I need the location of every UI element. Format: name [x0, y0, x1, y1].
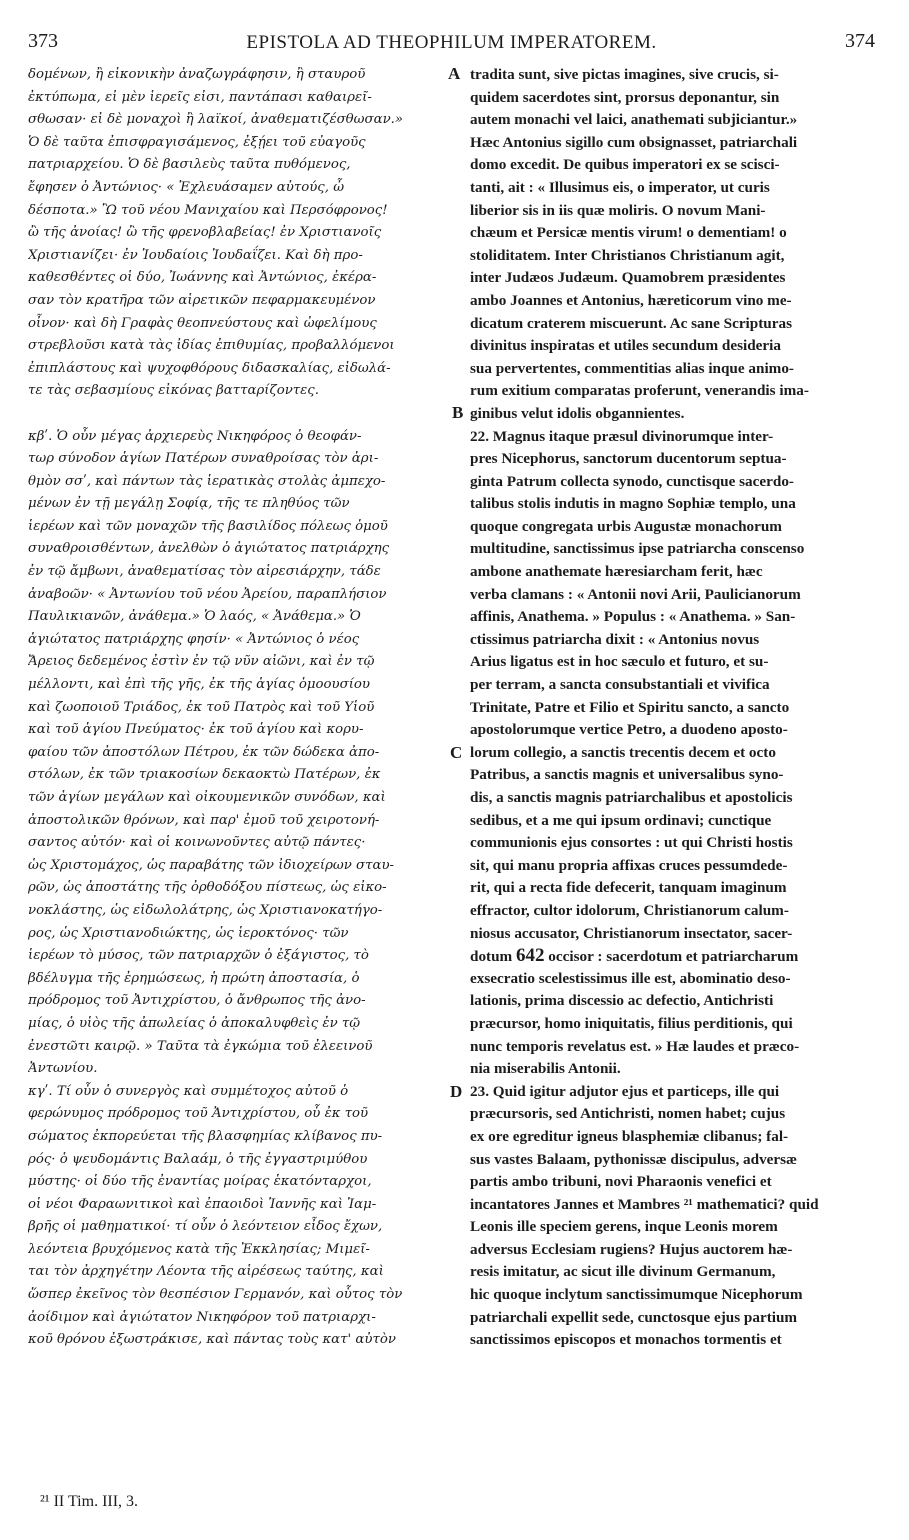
latin-text: chæum et Persicæ mentis virum! o dementiam! o — [470, 224, 787, 242]
latin-text-line — [470, 1036, 874, 1059]
greek-text-line: θμὸν σσʹ, καὶ πάντων τὰς ἱερατικὰς στολὰς ἀμπεχο- — [28, 473, 386, 489]
latin-text-line — [470, 832, 874, 855]
greek-text-line: Ἄρειος δεδεμένος ἐστὶν ἐν τῷ νῦν αἰῶνι, καὶ ἐν τῷ — [28, 654, 375, 670]
latin-text: stoliditatem. Inter Christianos Christianum agit, — [470, 246, 785, 264]
section-marker-c: C — [450, 743, 463, 762]
greek-text-line: κβʹ. Ὁ οὖν μέγας ἀρχιερεὺς Νικηφόρος ὁ θεοφάν- — [28, 428, 362, 444]
latin-text: incantatores Jannes et Mambres ²¹ mathematici? quid — [470, 1195, 819, 1213]
latin-text-line — [470, 742, 874, 765]
latin-text: adversus Ecclesiam rugiens? Hujus auctorem hæ- — [470, 1240, 793, 1258]
latin-text-line — [470, 1329, 874, 1352]
greek-text-line: ἱερέων τὸ μύσος, τῶν πατριαρχῶν ὁ ἐξάγιστος, τὸ — [28, 948, 369, 964]
greek-text-line: ἔφησεν ὁ Ἀντώνιος· « Ἐχλευάσαμεν αὐτούς, ὦ — [28, 179, 345, 195]
greek-text-line: λεόντεια βρυχόμενος κατὰ τῆς Ἐκκλησίας; Μιμεῖ- — [28, 1241, 370, 1257]
latin-text-line — [470, 606, 874, 629]
greek-text-line: κγʹ. Τί οὖν ὁ συνεργὸς καὶ συμμέτοχος αὐτοῦ ὁ — [28, 1083, 349, 1099]
latin-text-line — [470, 448, 874, 471]
latin-text: resis imitatur, ac sicut ille divinum Germanum, — [470, 1263, 776, 1281]
greek-text-line: ρός· ὁ ψευδομάντις Βαλαάμ, ὁ τῆς ἐγγαστριμύθου — [28, 1151, 368, 1167]
latin-text: ex ore egreditur igneus blasphemiæ clibanus; fal- — [470, 1127, 789, 1145]
greek-text-line: στρεβλοῦσι κατὰ τὰς ἰδίας ἐπιθυμίας, προβαλλόμενοι — [28, 338, 395, 354]
greek-text-line: σαν τὸν κρατῆρα τῶν αἱρετικῶν πεφαρμακευμένον — [28, 292, 376, 308]
greek-text-line: σθωσαν· εἰ δὲ μοναχοὶ ἢ λαϊκοί, ἀναθεματιζέσθωσαν.» — [28, 112, 404, 128]
greek-text-line — [28, 403, 448, 426]
footnote: ²¹ II Tim. III, 3. — [40, 1493, 139, 1510]
latin-text: ambo Joannes et Antonius, hæreticorum vino me- — [470, 291, 792, 309]
greek-text-line: ὢ τῆς ἀνοίας! ὢ τῆς φρενοβλαβείας! ἐν Χριστιανοῖς — [28, 225, 382, 241]
latin-text-line — [470, 245, 874, 268]
latin-text: Arius ligatus est in hoc sæculo et futuro, et su- — [470, 653, 769, 671]
latin-text: niosus accusator, Christianorum insectator, sacer- — [470, 924, 793, 942]
latin-text-line — [470, 403, 874, 426]
latin-column — [470, 64, 874, 1352]
latin-text: exsecratio scelestissimus ille est, abominatio deso- — [470, 969, 791, 987]
greek-text-line: ἀναβοῶν· « Ἀντωνίου τοῦ νέου Ἀρείου, παραπλήσιον — [28, 586, 387, 602]
latin-text: tanti, ait : « Illusimus eis, o imperator, ut curis — [470, 178, 770, 196]
latin-text-line — [470, 154, 874, 177]
latin-text-line — [470, 1013, 874, 1036]
page-title: EPISTOLA AD THEOPHILUM IMPERATOREM. — [246, 32, 657, 53]
latin-text-line — [470, 629, 874, 652]
latin-text-line — [470, 493, 874, 516]
latin-text: apostolorumque vertice Petro, a duodeno aposto- — [470, 721, 788, 739]
latin-text: hic quoque inclytum sanctissimumque Nicephorum — [470, 1286, 803, 1304]
greek-text-line: νοκλάστης, ὡς εἰδωλολάτρης, ὡς Χριστιανοκατήγο- — [28, 902, 383, 918]
latin-text: nia miserabilis Antonii. — [470, 1060, 621, 1078]
latin-text-line — [470, 109, 874, 132]
latin-text-line — [470, 132, 874, 155]
latin-text-line — [470, 222, 874, 245]
section-marker-d: D — [450, 1082, 463, 1101]
latin-text-line — [470, 64, 874, 87]
greek-text-line: τῶν ἁγίων μεγάλων καὶ οἰκουμενικῶν συνόδων, καὶ — [28, 790, 386, 805]
latin-text: per terram, a sancta consubstantiali et vivifica — [470, 676, 770, 694]
running-header — [28, 30, 875, 56]
greek-text-line: ρος, ὡς Χριστιανοδιώκτης, ὡς ἱεροκτόνος· τῶν — [28, 925, 349, 941]
latin-text: præcursoris, sed Antichristi, nomen habet; cujus — [470, 1105, 786, 1123]
latin-text: quidem sacerdotes sint, prorsus deponantur, sin — [470, 88, 780, 106]
latin-text: 22. Magnus itaque præsul divinorumque inter- — [470, 427, 774, 445]
greek-column — [28, 64, 448, 1352]
latin-text-line — [470, 1307, 874, 1330]
latin-text: communionis ejus consortes : ut qui Christi hostis — [470, 834, 793, 852]
latin-text-line — [470, 1239, 874, 1262]
latin-text-line — [470, 87, 874, 110]
latin-text: 23. Quid igitur adjutor ejus et particeps, ille qui — [470, 1082, 780, 1100]
latin-text-line — [470, 651, 874, 674]
latin-text: ginibus velut idolis obgannientes. — [470, 404, 685, 422]
latin-text-line — [470, 290, 874, 313]
greek-text-line: πρόδρομος τοῦ Ἀντιχρίστου, ὁ ἄνθρωπος τῆς ἀνο- — [28, 993, 366, 1009]
latin-text-line — [470, 1284, 874, 1307]
latin-text-line — [470, 1081, 874, 1104]
latin-text: tradita sunt, sive pictas imagines, sive crucis, si- — [470, 66, 779, 83]
greek-text-line: τωρ σύνοδον ἁγίων Πατέρων συναθροίσας τὸν ἀρι- — [28, 451, 379, 467]
latin-text-line — [470, 1171, 874, 1194]
latin-text: præcursor, homo iniquitatis, filius perditionis, qui — [470, 1014, 793, 1032]
section-marker-a: A — [448, 64, 461, 83]
greek-text-line: φαίου τῶν ἀποστόλων Πέτρου, ἐκ τῶν δώδεκα ἀπο- — [28, 744, 380, 760]
greek-text-line: σαντος αὐτόν· καὶ οἱ κοινωνοῦντες αὐτῷ πάντες· — [28, 835, 366, 851]
latin-text: sanctissimos episcopos et monachos tormentis et — [470, 1331, 782, 1349]
latin-text-line — [470, 1058, 874, 1081]
greek-text-line: συναθροισθέντων, ἀνελθὼν ὁ ἁγιώτατος πατριάρχης — [28, 541, 390, 557]
latin-text: nunc temporis revelatus est. » Hæ laudes et præco- — [470, 1037, 800, 1055]
latin-text-line — [470, 267, 874, 290]
latin-text: Patribus, a sanctis magnis et universalibus syno- — [470, 766, 784, 784]
latin-text-line — [470, 945, 874, 968]
latin-text-line — [470, 426, 874, 449]
latin-text: verba clamans : « Antonii novi Arii, Paulicianorum — [470, 585, 801, 603]
latin-text-line — [470, 1194, 874, 1217]
latin-text-line — [470, 900, 874, 923]
latin-text-line — [470, 968, 874, 991]
section-marker-b: B — [452, 403, 464, 422]
greek-text-line: σώματος ἐκπορεύεται τῆς βλασφημίας κλίβανος πυ- — [28, 1128, 383, 1144]
greek-text-line: δομένων, ἢ εἰκονικὴν ἀναζωγράφησιν, ἢ σταυροῦ — [28, 67, 366, 82]
greek-text-line: μέλλοντι, καὶ ἐπὶ τῆς γῆς, ἐκ τῆς ἁγίας ὁμοουσίου — [28, 677, 370, 693]
latin-text: occisor : sacerdotum et patriarcharum — [544, 948, 799, 966]
latin-text-line — [470, 764, 874, 787]
latin-text: Leonis ille speciem gerens, inque Leonis morem — [470, 1218, 778, 1236]
latin-text: inter Judæos Judæum. Quamobrem præsidentes — [470, 269, 786, 287]
greek-text-line: Ἀντωνίου. — [28, 1061, 98, 1077]
greek-text-line: μίας, ὁ υἱὸς τῆς ἀπωλείας ὁ ἀποκαλυφθεὶς ἐν τῷ — [28, 1015, 361, 1031]
greek-text-line: μένων ἐν τῇ μεγάλῃ Σοφίᾳ, τῆς τε πληθύος τῶν — [28, 496, 350, 512]
latin-text: dicatum craterem miscuerunt. Ac sane Scripturas — [470, 314, 792, 332]
latin-text: dotum — [470, 948, 516, 966]
latin-text: rit, qui a recta fide defecerit, tanquam imaginum — [470, 879, 787, 897]
greek-text-line: ἱερέων καὶ τῶν μοναχῶν τῆς βασιλίδος πόλεως ὁμοῦ — [28, 518, 388, 534]
latin-text: lorum collegio, a sanctis trecentis decem et octo — [470, 743, 776, 761]
latin-text: autem monachi vel laici, anathemati subjiciantur.» — [470, 111, 798, 129]
latin-text: dis, a sanctis magnis patriarchalibus et apostolicis — [470, 789, 793, 806]
latin-text-line — [470, 990, 874, 1013]
latin-text: sit, qui manu propria affixas cruces pessumdede- — [470, 856, 788, 874]
latin-text-line — [470, 674, 874, 697]
latin-text-line — [470, 200, 874, 223]
greek-text-line: ὥσπερ ἐκεῖνος τὸν θεσπέσιον Γερμανόν, καὶ οὗτος τὸν — [28, 1287, 403, 1303]
greek-text-line: καθεσθέντες οἱ δύο, Ἰωάννης καὶ Ἀντώνιος, ἐκέρα- — [28, 270, 377, 286]
latin-text-line — [470, 810, 874, 833]
latin-text-line — [470, 584, 874, 607]
page-number-right: 374 — [845, 30, 875, 52]
latin-text: divinitus inspiratas et utiles secundum desideria — [470, 337, 781, 355]
greek-text-line: οἱ νέοι Φαραωνιτικοὶ καὶ ἐπαοιδοὶ Ἰαννῆς καὶ Ἰαμ- — [28, 1196, 377, 1212]
greek-text-line: ἀποστολικῶν θρόνων, καὶ παρ' ἐμοῦ τοῦ χειροτονή- — [28, 812, 380, 828]
greek-text-line: πατριαρχείου. Ὁ δὲ βασιλεὺς ταῦτα πυθόμενος, — [28, 157, 351, 173]
latin-text: talibus stolis indutis in magno Sophiæ templo, una — [470, 495, 796, 513]
latin-text-line — [470, 1126, 874, 1149]
latin-text: multitudine, sanctissimus ipse patriarcha conscenso — [470, 540, 805, 558]
page-number-left: 373 — [28, 30, 58, 52]
greek-text-line: μύστης· οἱ δύο τῆς ἐναντίας μοίρας ἑκατόνταρχοι, — [28, 1174, 372, 1190]
latin-text: sus vastes Balaam, pythonissæ discipulus, adversæ — [470, 1150, 798, 1168]
latin-text-line — [470, 335, 874, 358]
latin-text-line — [470, 538, 874, 561]
greek-text-line: ται τὸν ἀρχηγέτην Λέοντα τῆς αἱρέσεως ταύτης, καὶ — [28, 1264, 384, 1280]
greek-text-line: καὶ ζωοποιοῦ Τριάδος, ἐκ τοῦ Πατρὸς καὶ τοῦ Υἱοῦ — [28, 699, 375, 715]
greek-text-line: ἐν τῷ ἄμβωνι, ἀναθεματίσας τὸν αἱρεσιάρχην, τάδε — [28, 564, 381, 580]
greek-text-line: ἁγιώτατος πατριάρχης φησίν· « Ἀντώνιος ὁ νέος — [28, 631, 360, 647]
latin-text: effractor, cultor idolorum, Christianorum calum- — [470, 901, 789, 919]
latin-text: affinis, Anathema. » Populus : « Anathema. » San- — [470, 608, 796, 626]
greek-text-line: ἐκτύπωμα, εἰ μὲν ἱερεῖς εἰσι, παντάπασι καθαιρεῖ- — [28, 89, 372, 105]
latin-text-line — [470, 177, 874, 200]
greek-text-line: ἀοίδιμον καὶ ἁγιώτατον Νικηφόρον τοῦ πατριαρχι- — [28, 1309, 376, 1325]
greek-text-line: βδέλυγμα τῆς ἐρημώσεως, ἡ πρώτη ἀποστασία, ὁ — [28, 970, 360, 986]
latin-text: ctissimus patriarcha dixit : « Antonius novus — [470, 630, 760, 648]
latin-text-line — [470, 1261, 874, 1284]
greek-text-line: βρῆς οἱ μαθηματικοί· τί οὖν ὁ λεόντειον εἶδος ἔχων, — [28, 1219, 383, 1235]
latin-text-line — [470, 855, 874, 878]
greek-text-line: κοῦ θρόνου ἐξωστράκισε, καὶ πάντας τοὺς κατ' αὐτὸν — [28, 1332, 396, 1348]
latin-text: quoque congregata urbis Augustæ monachorum — [470, 517, 782, 535]
latin-text-line — [470, 1103, 874, 1126]
greek-text-line: δέσποτα.» Ὢ τοῦ νέου Μανιχαίου καὶ Περσόφρονος! — [28, 202, 388, 218]
latin-text-line — [470, 380, 874, 403]
latin-text: ambone anathemate hæresiarcham ferit, hæc — [470, 563, 763, 581]
latin-text-line — [470, 787, 874, 810]
greek-text-line: ὡς Χριστομάχος, ὡς παραβάτης τῶν ἰδιοχείρων σταυ- — [28, 857, 395, 873]
latin-text: lationis, prima discessio ac defectio, Antichristi — [470, 992, 774, 1010]
greek-text-line: φερώνυμος πρόδρομος τοῦ Ἀντιχρίστου, οὗ ἐκ τοῦ — [28, 1106, 369, 1122]
latin-text: rum exitium comparatas proferunt, venerandis ima- — [470, 382, 809, 400]
latin-text-line — [470, 1216, 874, 1239]
greek-text-line: Ὁ δὲ ταῦτα ἐπισφραγισάμενος, ἐξῄει τοῦ εὐαγοῦς — [28, 134, 366, 150]
latin-text: Trinitate, Patre et Filio et Spiritu sancto, a sancto — [470, 698, 790, 716]
latin-text-line — [470, 471, 874, 494]
latin-text-line — [470, 719, 874, 742]
greek-text-line: Χριστιανίζει· ἐν Ἰουδαίοις Ἰουδαΐζει. Καὶ δὴ προ- — [28, 247, 363, 263]
latin-text: pres Nicephorus, sanctorum ducentorum septua- — [470, 450, 787, 468]
latin-text: domo excedit. De quibus imperatori ex se sciscі- — [470, 156, 780, 174]
latin-text: ginta Patrum collecta synodo, cunctisque sacerdo- — [470, 472, 794, 490]
latin-text-line — [470, 697, 874, 720]
greek-text-line: ἐνεστῶτι καιρῷ. » Ταῦτα τὰ ἐγκώμια τοῦ ἐλεεινοῦ — [28, 1038, 373, 1054]
latin-text: Hæc Antonius sigillo cum obsignasset, patriarchali — [470, 133, 798, 151]
greek-text-line: Παυλικιανῶν, ἀνάθεμα.» Ὁ λαός, « Ἀνάθεμα.» Ὁ — [28, 609, 361, 625]
greek-text-line: τε τὰς σεβασμίους εἰκόνας βατταρίζοντες. — [28, 383, 319, 399]
greek-text-line: καὶ τοῦ ἁγίου Πνεύματος· ἐκ τοῦ ἁγίου καὶ κορυ- — [28, 722, 364, 738]
greek-text-line: στόλων, ἐκ τῶν τριακοσίων δεκαοκτὼ Πατέρων, ἐκ — [28, 767, 381, 783]
column-number: 642 — [516, 945, 545, 967]
latin-text: sua pervertentes, commentitias alias inque animo- — [470, 359, 794, 377]
latin-text-line — [470, 561, 874, 584]
latin-text-line — [470, 313, 874, 336]
latin-text-line — [470, 358, 874, 381]
latin-text: patriarchali expellit sede, cunctosque ejus partium — [470, 1308, 798, 1326]
latin-text-line — [470, 877, 874, 900]
greek-text-line: ἐπιπλάστους καὶ ψυχοφθόρους διδασκαλίας, εἰδωλά- — [28, 360, 391, 376]
greek-text-line: οἶνον· καὶ δὴ Γραφὰς θεοπνεύστους καὶ ὠφελίμους — [28, 315, 377, 331]
greek-text-line: ρῶν, ὡς ἀποστάτης τῆς ὀρθοδόξου πίστεως, ὡς εἰκο- — [28, 880, 387, 896]
latin-text: partis ambo tribuni, novi Pharaonis venefici et — [470, 1173, 772, 1191]
latin-text-line — [470, 923, 874, 946]
latin-text: sedibus, et a me qui ipsum ordinavi; cunctique — [470, 811, 772, 829]
latin-text-line — [470, 516, 874, 539]
latin-text-line — [470, 1149, 874, 1172]
latin-text: liberior sis in iis quæ moliris. O novum Mani- — [470, 201, 766, 219]
